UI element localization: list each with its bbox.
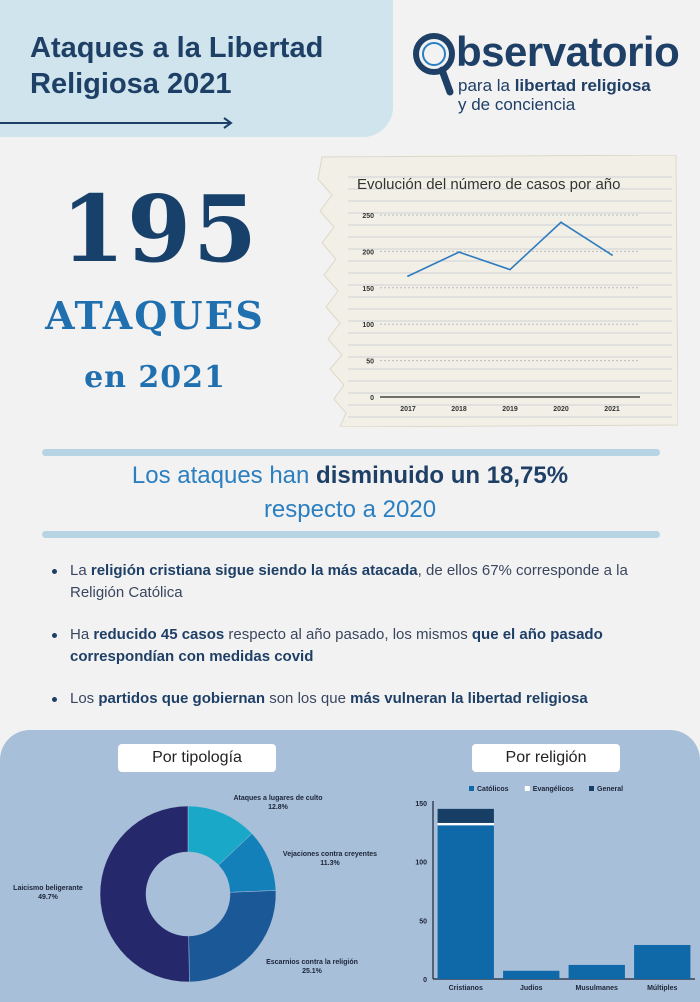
pie-label: Laicismo beligerante — [13, 885, 83, 892]
section-title-religion: Por religión — [472, 744, 620, 772]
key-points-list — [52, 560, 672, 730]
legend-swatch — [525, 786, 530, 791]
series-line — [408, 222, 612, 276]
bar-evangélicos — [438, 823, 494, 825]
x-tick-label: Judíos — [519, 985, 543, 992]
pie-label: Escarnios contra la religión — [266, 959, 358, 966]
pie-percent-label: 49.7% — [38, 894, 58, 901]
x-tick-label: Musulmanes — [575, 985, 618, 992]
line-chart — [340, 205, 660, 420]
legend-label: Católicos — [477, 786, 509, 793]
bar-general — [438, 809, 494, 823]
pie-percent-label: 25.1% — [302, 968, 322, 975]
y-tick-label: 150 — [362, 285, 374, 293]
x-tick-label: Múltiples — [647, 985, 678, 992]
bar-chart — [395, 775, 700, 1002]
pie-percent-label: 11.3% — [320, 860, 340, 867]
x-tick-label: 2018 — [451, 406, 467, 413]
legend-swatch — [589, 786, 594, 791]
y-tick-label: 0 — [370, 395, 374, 402]
pie-percent-label: 12.8% — [268, 804, 288, 811]
y-tick-label: 100 — [362, 322, 374, 330]
legend-swatch — [469, 786, 474, 791]
headline: Los ataques han disminuido un 18,75% — [131, 462, 569, 489]
title-line-1: Ataques a la Libertad — [30, 32, 324, 64]
pie-label: Ataques a lugares de culto — [233, 795, 323, 802]
arrow-right-icon — [0, 117, 235, 129]
logo-wordmark: bservatorio — [456, 28, 680, 75]
x-tick-label: 2019 — [502, 406, 518, 413]
y-tick-label: 150 — [415, 801, 427, 808]
page-title — [30, 30, 323, 102]
data-point — [509, 269, 511, 271]
y-tick-label: 50 — [419, 918, 427, 926]
y-tick-label: 100 — [415, 859, 427, 867]
data-point — [407, 275, 409, 277]
key-point-3: Los partidos que gobiernan son los que más vulneran la libertad religiosa — [52, 688, 672, 710]
y-tick-label: 50 — [366, 358, 374, 366]
legend-label: General — [597, 786, 624, 793]
logo-subtitle: para la libertad religiosa — [458, 76, 651, 95]
title-line-2: Religiosa 2021 — [30, 68, 232, 100]
data-point — [458, 251, 460, 253]
x-tick-label: 2017 — [400, 406, 416, 413]
pie-slice — [100, 806, 189, 982]
data-point — [611, 254, 613, 256]
hero-label: ATAQUES — [45, 293, 265, 338]
y-tick-label: 250 — [362, 213, 374, 220]
observatorio-logo — [412, 28, 692, 118]
y-tick-label: 0 — [423, 977, 427, 984]
section-title-tipologia: Por tipología — [118, 744, 276, 772]
pie-slice — [189, 891, 276, 982]
legend-label: Evangélicos — [532, 786, 574, 793]
hero-number: 195 — [60, 175, 260, 283]
pie-chart — [0, 730, 400, 1002]
pie-label: Vejaciones contra creyentes — [282, 851, 378, 858]
magnifier-icon — [412, 30, 462, 98]
hero-year: en 2021 — [84, 360, 226, 395]
line-chart-title: Evolución del número de casos por año — [357, 176, 621, 193]
x-tick-label: Cristianos — [448, 985, 483, 992]
bar-católicos — [569, 965, 625, 979]
key-point-2: Ha reducido 45 casos respecto al año pasado, los mismos que el año pasado correspondían con medidas covid — [52, 624, 672, 668]
logo-subtitle-2: y de conciencia — [458, 95, 576, 114]
headline-line-2: respecto a 2020 — [263, 496, 437, 523]
y-tick-label: 200 — [362, 249, 374, 257]
x-tick-label: 2021 — [604, 406, 620, 413]
bar-católicos — [503, 971, 559, 979]
divider-top — [42, 449, 660, 456]
key-point-1: La religión cristiana sigue siendo la más atacada, de ellos 67% corresponde a la Religión Católica — [52, 560, 672, 604]
divider-bottom — [42, 531, 660, 538]
x-tick-label: 2020 — [553, 406, 569, 413]
bar-católicos — [634, 945, 690, 979]
data-point — [560, 221, 562, 223]
bar-católicos — [438, 825, 494, 979]
